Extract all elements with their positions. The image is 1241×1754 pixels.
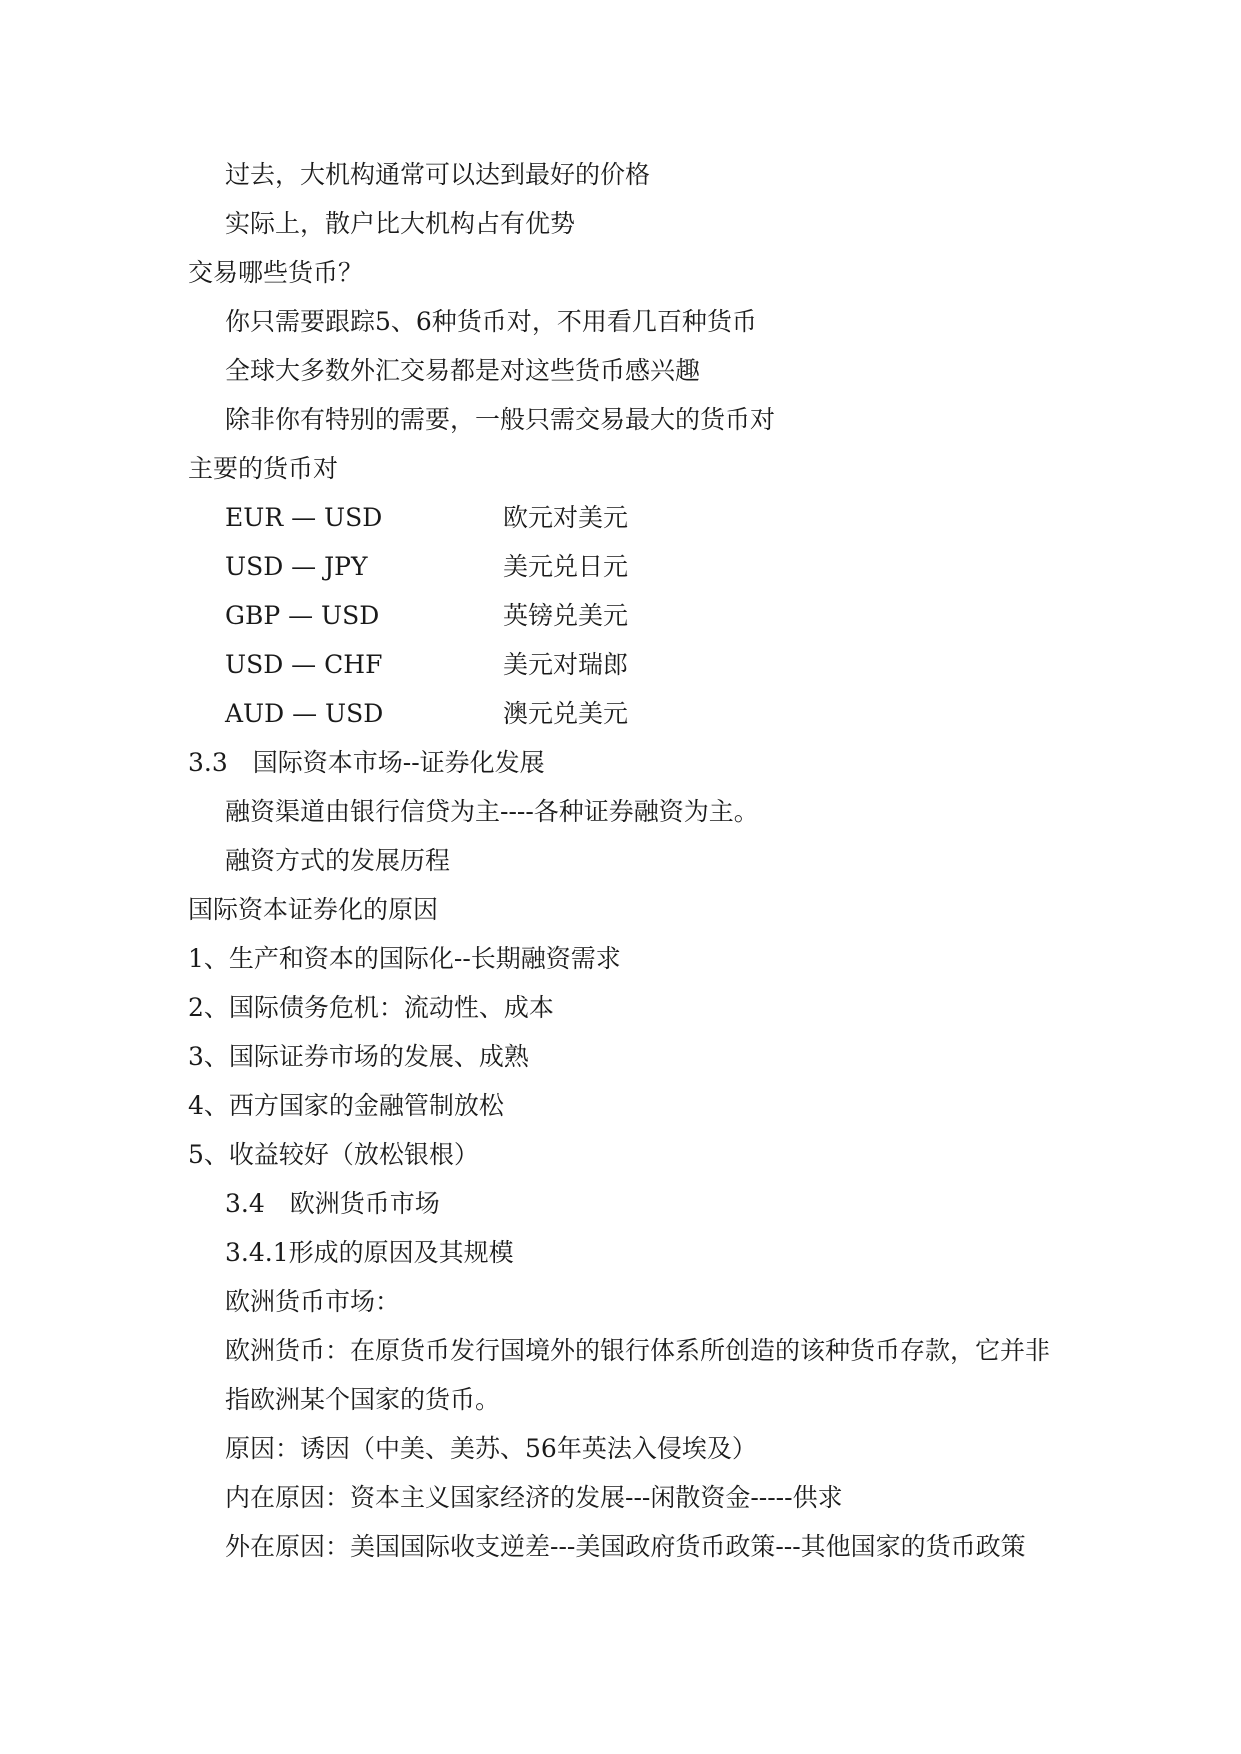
text-line: 内在原因：资本主义国家经济的发展---闲散资金-----供求 <box>225 1483 843 1512</box>
heading-line: 主要的货币对 <box>188 454 339 483</box>
text-line: 欧洲货币市场： <box>225 1287 401 1316</box>
heading-line: 国际资本证券化的原因 <box>188 895 439 924</box>
text-line: 实际上，散户比大机构占有优势 <box>225 209 576 238</box>
list-item: 2、国际债务危机：流动性、成本 <box>188 993 554 1022</box>
text-line: 外在原因：美国国际收支逆差---美国政府货币政策---其他国家的货币政策 <box>225 1532 1026 1561</box>
list-item: 3、国际证券市场的发展、成熟 <box>188 1042 529 1071</box>
list-item: 1、生产和资本的国际化--长期融资需求 <box>188 944 621 973</box>
subsection-heading: 3.4.1形成的原因及其规模 <box>225 1238 514 1267</box>
pair-name: 美元对瑞郎 <box>503 650 629 679</box>
text-line: 融资渠道由银行信贷为主----各种证券融资为主。 <box>225 797 759 826</box>
pair-name: 澳元兑美元 <box>503 699 629 728</box>
list-item: 4、西方国家的金融管制放松 <box>188 1091 504 1120</box>
pair-name: 英镑兑美元 <box>503 601 629 630</box>
text-line: 欧洲货币：在原货币发行国境外的银行体系所创造的该种货币存款，它并非 <box>225 1336 1051 1365</box>
section-heading: 3.4 欧洲货币市场 <box>225 1189 440 1218</box>
text-line: 除非你有特别的需要，一般只需交易最大的货币对 <box>225 405 776 434</box>
pair-code: EUR — USD <box>225 503 383 532</box>
list-item: 5、收益较好（放松银根） <box>188 1140 479 1169</box>
pair-name: 欧元对美元 <box>503 503 629 532</box>
text-line: 融资方式的发展历程 <box>225 846 451 875</box>
section-heading: 3.3 国际资本市场--证券化发展 <box>188 748 545 777</box>
text-line: 原因：诱因（中美、美苏、56年英法入侵埃及） <box>225 1434 757 1463</box>
pair-code: AUD — USD <box>225 699 384 728</box>
text-line: 指欧洲某个国家的货币。 <box>225 1385 501 1414</box>
pair-name: 美元兑日元 <box>503 552 629 581</box>
pair-code: GBP — USD <box>225 601 380 630</box>
heading-line: 交易哪些货币？ <box>188 258 364 287</box>
text-line: 全球大多数外汇交易都是对这些货币感兴趣 <box>225 356 701 385</box>
pair-code: USD — JPY <box>225 552 368 581</box>
text-line: 你只需要跟踪5、6种货币对，不用看几百种货币 <box>225 307 757 336</box>
text-line: 过去，大机构通常可以达到最好的价格 <box>225 160 651 189</box>
pair-code: USD — CHF <box>225 650 383 679</box>
